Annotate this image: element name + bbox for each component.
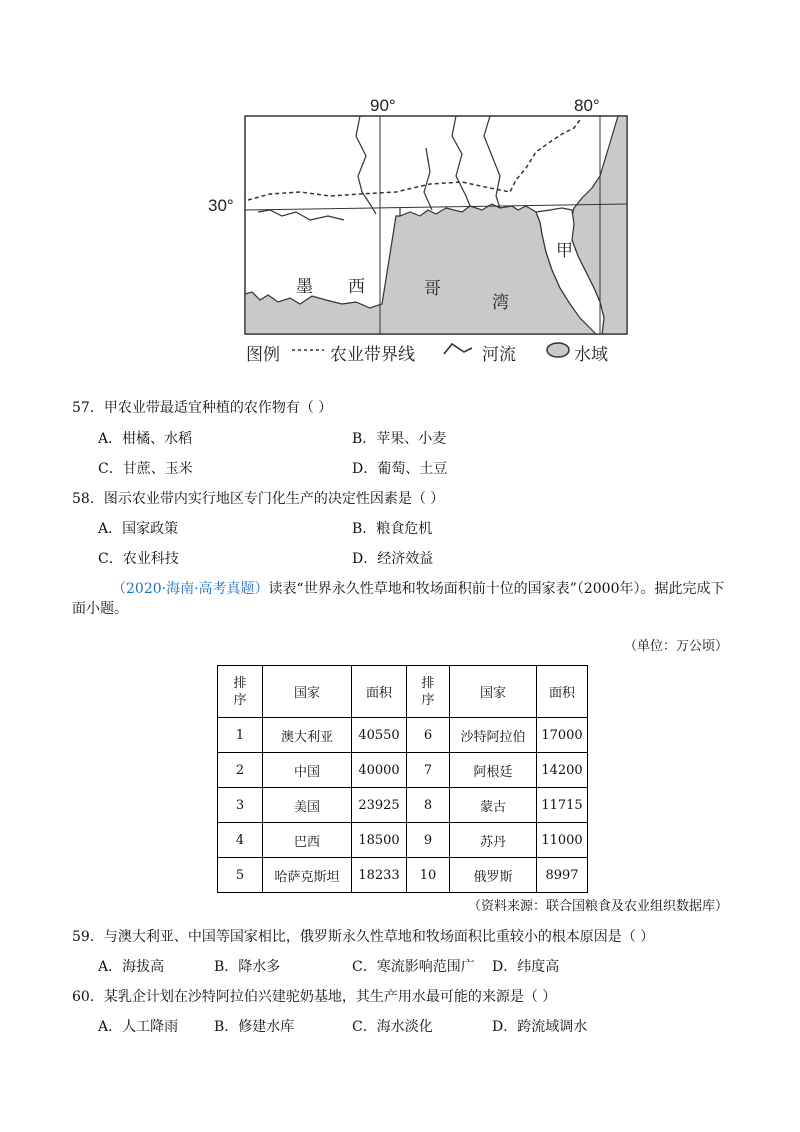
- table-row: [218, 718, 588, 753]
- legend-ag-belt: 农业带界线: [330, 345, 415, 364]
- q60-option-b[interactable]: B．修建水库: [214, 1019, 295, 1035]
- q59-option-c[interactable]: C．寒流影响范围广: [352, 959, 475, 975]
- header-rank: 排序: [218, 666, 263, 718]
- cell-rank: 10: [407, 858, 450, 893]
- lat-30-label: 30°: [208, 196, 234, 215]
- cell-country: 蒙古: [450, 788, 537, 823]
- header-country: 国家: [263, 666, 352, 718]
- q60-option-a[interactable]: A．人工降雨: [98, 1019, 179, 1035]
- cell-rank: 4: [218, 823, 263, 858]
- question-59-stem: 59．与澳大利亚、中国等国家相比，俄罗斯永久性草地和牧场面积比重较小的根本原因是（ ）: [72, 929, 655, 945]
- table-row: [218, 823, 588, 858]
- question-57-stem: 57．甲农业带最适宜种植的农作物有（ ）: [72, 400, 333, 416]
- gulf-char-3: 哥: [424, 279, 441, 299]
- cell-rank: 5: [218, 858, 263, 893]
- cell-area: 40000: [352, 753, 407, 788]
- q60-option-c[interactable]: C．海水淡化: [352, 1019, 433, 1035]
- q60-option-d[interactable]: D．跨流域调水: [492, 1019, 588, 1035]
- cell-area: 23925: [352, 788, 407, 823]
- map-drawing: [200, 92, 640, 367]
- grassland-table: [217, 665, 588, 893]
- cell-rank: 9: [407, 823, 450, 858]
- table-header-row: [218, 666, 588, 718]
- header-area-2: 面积: [537, 666, 588, 718]
- q57-option-a[interactable]: A．柑橘、水稻: [98, 431, 193, 447]
- q57-option-b[interactable]: B．苹果、小麦: [352, 431, 447, 447]
- cell-country: 澳大利亚: [263, 718, 352, 753]
- lon-90-label: 90°: [370, 96, 396, 115]
- cell-area: 11000: [537, 823, 588, 858]
- cell-country: 巴西: [263, 823, 352, 858]
- question-60-stem: 60．某乳企计划在沙特阿拉伯兴建驼奶基地，其生产用水最可能的来源是（ ）: [72, 989, 557, 1005]
- legend-water-symbol: [547, 343, 569, 357]
- q57-option-d[interactable]: D．葡萄、土豆: [352, 461, 448, 477]
- header-rank-2: 排序: [407, 666, 450, 718]
- q58-option-a[interactable]: A．国家政策: [98, 521, 179, 537]
- table-row: [218, 788, 588, 823]
- legend-river: 河流: [482, 345, 516, 364]
- q58-option-d[interactable]: D．经济效益: [352, 551, 434, 567]
- header-country-2: 国家: [450, 666, 537, 718]
- cell-area: 8997: [537, 858, 588, 893]
- cell-area: 11715: [537, 788, 588, 823]
- cell-area: 18500: [352, 823, 407, 858]
- cell-country: 美国: [263, 788, 352, 823]
- legend-river-symbol: [444, 344, 472, 354]
- table-row: [218, 753, 588, 788]
- cell-rank: 8: [407, 788, 450, 823]
- cell-country: 阿根廷: [450, 753, 537, 788]
- gulf-char-2: 西: [348, 277, 365, 297]
- cell-rank: 3: [218, 788, 263, 823]
- q59-option-d[interactable]: D．纬度高: [492, 959, 560, 975]
- table-row: [218, 858, 588, 893]
- q59-option-b[interactable]: B．降水多: [214, 959, 281, 975]
- table-source-note: （资料来源：联合国粮食及农业组织数据库）: [467, 899, 728, 914]
- header-area: 面积: [352, 666, 407, 718]
- question-58-stem: 58．图示农业带内实行地区专门化生产的决定性因素是（ ）: [72, 491, 445, 507]
- cell-country: 中国: [263, 753, 352, 788]
- cell-rank: 2: [218, 753, 263, 788]
- map-figure: [200, 92, 640, 367]
- q57-option-c[interactable]: C．甘蔗、玉米: [98, 461, 193, 477]
- source-tag[interactable]: （2020·海南·高考真题）: [112, 581, 269, 597]
- cell-area: 18233: [352, 858, 407, 893]
- unit-note: （单位：万公顷）: [623, 639, 728, 654]
- cell-area: 14200: [537, 753, 588, 788]
- legend-title: 图例: [246, 345, 280, 364]
- legend-water: 水域: [574, 345, 608, 364]
- cell-country: 俄罗斯: [450, 858, 537, 893]
- gulf-char-4: 湾: [492, 293, 509, 313]
- cell-rank: 1: [218, 718, 263, 753]
- cell-country: 哈萨克斯坦: [263, 858, 352, 893]
- region-jia-label: 甲: [556, 241, 573, 261]
- q58-option-b[interactable]: B．粮食危机: [352, 521, 433, 537]
- q58-option-c[interactable]: C．农业科技: [98, 551, 179, 567]
- intro-text: 读表“世界永久性草地和牧场面积前十位的国家表”（2000年）。据此完成下面小题。: [72, 581, 725, 617]
- gulf-char-1: 墨: [296, 277, 313, 297]
- lon-80-label: 80°: [574, 96, 600, 115]
- cell-area: 17000: [537, 718, 588, 753]
- cell-rank: 7: [407, 753, 450, 788]
- q59-option-a[interactable]: A．海拔高: [98, 959, 165, 975]
- cell-rank: 6: [407, 718, 450, 753]
- cell-country: 沙特阿拉伯: [450, 718, 537, 753]
- cell-area: 40550: [352, 718, 407, 753]
- cell-country: 苏丹: [450, 823, 537, 858]
- table-intro: [72, 579, 728, 619]
